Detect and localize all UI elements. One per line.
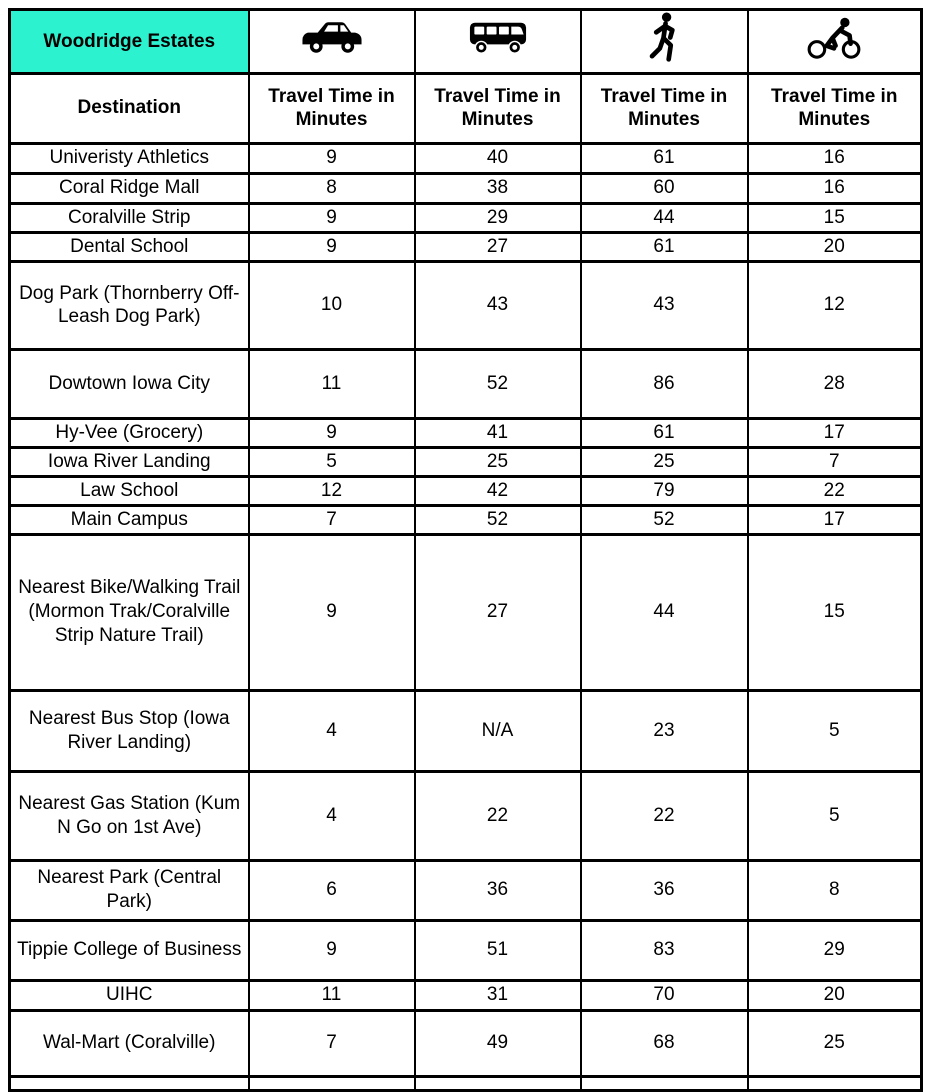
bike-time-cell: 5 [748, 771, 922, 860]
car-time-cell: 8 [249, 173, 415, 203]
walk-column-header [581, 10, 748, 74]
destination-cell: Dowtown Iowa City [10, 349, 249, 418]
table-row [10, 261, 922, 349]
bike-time-cell: 20 [748, 232, 922, 261]
walk-time-cell: 83 [581, 920, 748, 980]
destination-cell: Tippie College of Business [10, 920, 249, 980]
bike-time-cell: 25 [748, 1010, 922, 1076]
walk-time-cell: 61 [581, 143, 748, 173]
walk-time-cell: 79 [581, 476, 748, 505]
destination-cell: Univeristy Athletics [10, 143, 249, 173]
car-icon [300, 18, 364, 65]
car-time-cell: 9 [249, 143, 415, 173]
table-row [10, 476, 922, 505]
bike-time-cell: 16 [748, 173, 922, 203]
table-row [10, 534, 922, 690]
destination-cell: Wal-Mart (Coralville) [10, 1010, 249, 1076]
bike-time-cell: 20 [748, 980, 922, 1010]
bus-time-cell: 38 [415, 173, 581, 203]
destination-cell: Nearest Bike/Walking Trail (Mormon Trak/Coralville Strip Nature Trail) [10, 534, 249, 690]
table-row [10, 1010, 922, 1076]
walk-time-cell: 60 [581, 173, 748, 203]
car-column-header [249, 10, 415, 74]
bus-time-cell: 51 [415, 920, 581, 980]
destination-cell: UIHC [10, 980, 249, 1010]
car-time-cell: 10 [249, 261, 415, 349]
bike-time-cell: 7 [748, 447, 922, 476]
origin-cell: Woodridge Estates [10, 10, 249, 74]
destination-cell: Nearest Park (Central Park) [10, 860, 249, 920]
walk-time-cell: 68 [581, 1010, 748, 1076]
walk-icon [647, 12, 681, 71]
walk-travel-time-header: Travel Time in Minutes [581, 73, 748, 143]
destination-header: Destination [10, 73, 249, 143]
walk-time-cell: 44 [581, 203, 748, 232]
walk-time-cell: 23 [581, 690, 748, 771]
walk-time-cell [581, 1076, 748, 1090]
walk-time-cell: 70 [581, 980, 748, 1010]
walk-time-cell: 52 [581, 505, 748, 534]
destination-cell: Coralville Strip [10, 203, 249, 232]
car-time-cell: 7 [249, 505, 415, 534]
destination-cell [10, 1076, 249, 1090]
car-time-cell: 7 [249, 1010, 415, 1076]
table-row [10, 418, 922, 447]
bike-travel-time-header: Travel Time in Minutes [748, 73, 922, 143]
destination-cell: Hy-Vee (Grocery) [10, 418, 249, 447]
bus-time-cell: 42 [415, 476, 581, 505]
table-row [10, 143, 922, 173]
bike-time-cell: 12 [748, 261, 922, 349]
car-time-cell: 5 [249, 447, 415, 476]
bus-column-header [415, 10, 581, 74]
car-time-cell: 11 [249, 349, 415, 418]
bus-time-cell: 52 [415, 505, 581, 534]
car-time-cell: 6 [249, 860, 415, 920]
destination-cell: Nearest Bus Stop (Iowa River Landing) [10, 690, 249, 771]
destination-cell: Dental School [10, 232, 249, 261]
destination-cell: Law School [10, 476, 249, 505]
destination-cell: Coral Ridge Mall [10, 173, 249, 203]
table-row [10, 173, 922, 203]
bike-time-cell [748, 1076, 922, 1090]
destination-cell: Iowa River Landing [10, 447, 249, 476]
bike-time-cell: 17 [748, 418, 922, 447]
bus-time-cell: N/A [415, 690, 581, 771]
bus-travel-time-header: Travel Time in Minutes [415, 73, 581, 143]
table-row [10, 232, 922, 261]
bus-time-cell: 22 [415, 771, 581, 860]
bike-time-cell: 22 [748, 476, 922, 505]
table-row [10, 920, 922, 980]
bus-time-cell: 41 [415, 418, 581, 447]
bike-time-cell: 28 [748, 349, 922, 418]
table-row-partial [10, 1076, 922, 1090]
table-row [10, 860, 922, 920]
bus-time-cell: 29 [415, 203, 581, 232]
walk-time-cell: 43 [581, 261, 748, 349]
bus-time-cell: 25 [415, 447, 581, 476]
bike-time-cell: 17 [748, 505, 922, 534]
car-time-cell: 9 [249, 920, 415, 980]
bike-time-cell: 8 [748, 860, 922, 920]
car-time-cell: 9 [249, 232, 415, 261]
table-row [10, 505, 922, 534]
walk-time-cell: 25 [581, 447, 748, 476]
bus-time-cell: 49 [415, 1010, 581, 1076]
table-row [10, 349, 922, 418]
car-time-cell: 4 [249, 771, 415, 860]
bike-time-cell: 16 [748, 143, 922, 173]
bike-column-header [748, 10, 922, 74]
car-time-cell: 9 [249, 534, 415, 690]
bus-icon [466, 18, 530, 65]
table-row [10, 980, 922, 1010]
car-travel-time-header: Travel Time in Minutes [249, 73, 415, 143]
walk-time-cell: 61 [581, 418, 748, 447]
walk-time-cell: 86 [581, 349, 748, 418]
bus-time-cell: 43 [415, 261, 581, 349]
walk-time-cell: 44 [581, 534, 748, 690]
bike-time-cell: 15 [748, 534, 922, 690]
bike-time-cell: 5 [748, 690, 922, 771]
bus-time-cell: 27 [415, 534, 581, 690]
travel-time-table [8, 8, 923, 1092]
bus-time-cell: 52 [415, 349, 581, 418]
bike-time-cell: 29 [748, 920, 922, 980]
destination-cell: Dog Park (Thornberry Off-Leash Dog Park) [10, 261, 249, 349]
destination-cell: Nearest Gas Station (Kum N Go on 1st Ave) [10, 771, 249, 860]
bus-time-cell: 27 [415, 232, 581, 261]
icon-header-row [10, 10, 922, 74]
table-row [10, 771, 922, 860]
bus-time-cell: 36 [415, 860, 581, 920]
table-row [10, 690, 922, 771]
bike-icon [805, 16, 863, 67]
walk-time-cell: 61 [581, 232, 748, 261]
car-time-cell [249, 1076, 415, 1090]
bus-time-cell [415, 1076, 581, 1090]
label-header-row [10, 73, 922, 143]
walk-time-cell: 22 [581, 771, 748, 860]
walk-time-cell: 36 [581, 860, 748, 920]
table-row [10, 447, 922, 476]
bike-time-cell: 15 [748, 203, 922, 232]
car-time-cell: 12 [249, 476, 415, 505]
car-time-cell: 11 [249, 980, 415, 1010]
bus-time-cell: 31 [415, 980, 581, 1010]
car-time-cell: 4 [249, 690, 415, 771]
destination-cell: Main Campus [10, 505, 249, 534]
car-time-cell: 9 [249, 418, 415, 447]
table-row [10, 203, 922, 232]
bus-time-cell: 40 [415, 143, 581, 173]
car-time-cell: 9 [249, 203, 415, 232]
